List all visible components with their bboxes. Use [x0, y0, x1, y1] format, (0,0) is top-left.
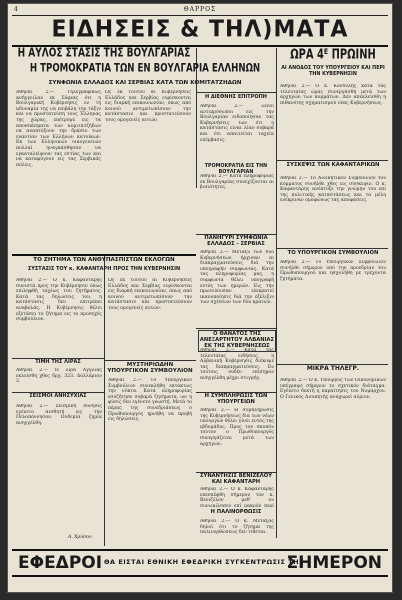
right-body-4: Αθήναι 2.— Ο κ. Υπουργός των Οικονομικών υπέγραψε σήμερον το σχετικόν διάταγμα. Εγένετο δεκτή η παραίτησις του Νομάρχου. Ο Γενικός Διοικητής αναχωρεί αύριον. [280, 378, 386, 400]
middle-body: Αθήναι 2.— Μεταξύ των δύο Κυβερνήσεων ήρχισαν αι διαπραγματεύσεις διά την υπογραφήν συμφωνίας. Κατά τας πληροφορίας μας, η συμφωνία θέλει υπογραφή εντός των ημερών. Εις την πρωτεύουσαν επικρατεί ικανοποίησις διά την εξέλιξιν των σχέσεων των δύο κρατών. [200, 250, 274, 306]
lower-center-title: ΜΥΣΤΗΡΙΩΔΗΝ ΥΠΟΥΡΓΙΚΟΝ ΣΥΜΒΟΥΛΙΟΝ [107, 362, 193, 375]
divider [196, 92, 276, 93]
lead-box-title: Η ΔΙΕΘΝΗΣ ΕΠΙΤΡΟΠΗ [204, 94, 267, 100]
middle-title-4: ΣΥΝΑΝΤΗΣΙΣ ΒΕΝΙΖΕΛΟΥ ΚΑΙ ΚΑΦΑΝΤΑΡΗ [200, 473, 272, 485]
right-subtitle: ΑΙ ΑΝΟΔΟΣ ΤΟΥ ΥΠΟΥΡΓΕΙΟΥ ΚΑΙ ΠΕΡΙ ΤΗΝ ΚΥΒΕΡΝΗΣΙΝ [281, 66, 385, 77]
divider [196, 328, 276, 329]
footer-middle: ΘΑ ΕΙΣΤΑΙ ΕΘΝΙΚΗ ΕΦΕΔΡΙΚΗ ΣΥΓΚΕΝΤΡΩΣΙΣ ΤΗΣ [104, 558, 304, 566]
middle-title-5: Η ΠΑΛΙΝΟΡΘΩΣΙΣ [210, 509, 262, 515]
right-title: ΩΡΑ 4ᴱ ΠΡΩΙΝΗ [290, 46, 376, 63]
right-title-3: ΤΟ ΥΠΟΥΡΓΙΚΟΝ ΣΥΜΒΟΥΛΙΟΝ [287, 250, 379, 256]
lower-left-body-2: Αθήναι 2.— Η λίρα Αγγλίας εκλείσθη χθες δρχ. 323. Δολλάριον 2. [16, 368, 102, 385]
lower-left-body-3: Αθήναι 2.— Σεισμική δόνησις εγένετο αισθητή εις την Πελοπόννησον. Ουδεμία ζημία ανηγγέλθη. [16, 404, 102, 426]
lower-left-title: ΤΟ ΖΗΤΗΜΑ ΤΩΝ ΑΝΘΥΠΑΣΠΙΣΤΩΝ ΕΚΛΟΓΩΝ [33, 257, 175, 263]
newspaper-page [8, 4, 392, 592]
lower-center-body: Αθήναι 2.— Το Υπουργικόν Συμβούλιον συνεκλήθη εκτάκτως την νύκτα. Κατά πληροφορίας εσυζήτησε σοβαρά ζητήματα, ων η φύσις δεν εγένετο γνωστή. Μετά το πέρας της συνεδριάσεως ο Πρωθυπουργός ηρνήθη να προβή εις δηλώσεις. [108, 378, 192, 423]
page-number: 4 [14, 6, 18, 13]
right-body-2: Αθήναι 2.— Το Διοικητικόν Συμβούλιον του κόμματος συνήλθε χθες εις σύσκεψιν. Ο κ. Καφαντάρης ανέπτυξε την γνώμην του επί της πολιτικής καταστάσεως και τα μέλη ενέκριναν ομοφώνως τας αποφάσεις. [280, 176, 386, 204]
right-body-3: Αθήναι 2.— Το Υπουργικόν Συμβούλιον συνήλθε σήμερον υπό την προεδρίαν του Πρωθυπουργού και ησχολήθη με τρέχοντα ζητήματα. [280, 260, 386, 282]
lead-box2-body: Αθήναι 2.— Κατά πληροφορίας εκ Βουλγαρίας συνεχίζονται αι βιαιότητες. [200, 174, 274, 191]
signature: Α. Χρύσου [68, 535, 92, 540]
lower-left-body: Αθήναι 2.— Ο κ. Καφαντάρης συνιστά προς την Κυβέρνησιν όπως επιληφθή ταχέως του ζητήματος. Κατά τας δηλώσεις του, η κατάστασις δεν επιτρέπει αναβολάς. Η Κυβέρνησις θέλει εξετάσει το ζήτημα εις το προσεχές συμβούλιον. [16, 278, 102, 323]
lead-box-body: Αθήναι 2.— Ξένοι αντιπρόσωποι εις την Βουλγαρίαν ειδοποίησαν τας Κυβερνήσεις των ότι η κατάστασις είναι λίαν σοβαρά και ότι απαιτείται ταχεία επέμβασις. [200, 104, 274, 143]
divider [104, 360, 196, 361]
lead-body-b: Ως εκ τούτου αι Κυβερνήσεις Ελλάδος και Σερβίας ευρίσκονται εις διαρκή επικοινωνίαν, όπως από κοινού αντιμετωπίσουν την κατάστασιν και προστατεύσουν τους ομογενείς αυτών. [105, 90, 191, 123]
lead-headline-2: Η ΤΡΟΜΟΚΡΑΤΙΑ ΤΩΝ ΕΝ ΒΟΥΛΓΑΡΙΑ ΕΛΛΗΝΩΝ [29, 61, 261, 75]
middle-title-3: Η ΣΥΜΠΛΗΡΩΣΙΣ ΤΩΝ ΥΠΟΥΡΓΕΙΩΝ [204, 393, 268, 405]
middle-title: ΠΑΝΗΓΥΡΙ ΣΥΜΦΩΝΙΑ ΕΛΛΑΔΟΣ - ΣΕΡΒΙΑΣ [204, 235, 268, 247]
lower-left-title-b: ΣΥΣΤΑΣΙΣ ΤΟΥ κ. ΚΑΦΑΝΤΑΡΗ ΠΡΟΣ ΤΗΝ ΚΥΒΕΡΝΗΣΙΝ [27, 266, 181, 272]
middle-title-2: Ο ΘΑΝΑΤΟΣ ΤΗΣ ΑΝΕΞΑΡΤΗΤΟΥ ΑΛΒΑΝΙΑΣ ΕΚ ΤΗΣ ΚΥΒΕΡΝΗΣΕΩΣ [198, 330, 276, 352]
middle-body-5: Αθήναι 2.— Ο κ. Μεταξάς δηλοί ότι το ζήτημα της παλινορθώσεως δεν τίθεται. [200, 519, 274, 536]
column-separator [104, 256, 105, 546]
footer-right: ΣΗΜΕΡΟΝ [286, 553, 382, 573]
newspaper-name: ΘΑΡΡΟΣ [183, 6, 217, 13]
footer-left: ΕΦΕΔΡΟΙ [18, 553, 103, 573]
right-title-4: ΜΙΚΡΑ ΤΗΛΕΓΡ. [306, 365, 360, 372]
divider [276, 248, 388, 249]
lower-left-continued: Ως εκ τούτου αι Κυβερνήσεις Ελλάδος και Σερβίας ευρίσκονται εις διαρκή επικοινωνίαν, όπως από κοινού αντιμετωπίσουν την κατάστασιν και προστατεύσουν τους ομογενείς αυτών. [108, 278, 192, 311]
lead-subhead: ΣΥΝΦΩΝΙΑ ΕΛΛΑΔΟΣ ΚΑΙ ΣΕΡΒΙΑΣ ΚΑΤΑ ΤΩΝ ΚΟΜΙΤΑΤΖΗΔΩΝ [48, 80, 242, 86]
divider [276, 160, 388, 161]
lead-box2-title: ΤΡΟΜΟΚΡΑΤΙΑ ΕΙΣ ΤΗΝ ΒΟΥΛΓΑΡΙΑΝ [204, 164, 268, 175]
lead-headline-1: Η ΑΥΛΟΣ ΣΤΑΣΙΣ ΤΗΣ ΒΟΥΛΓΑΡΙΑΣ [17, 46, 191, 60]
middle-body-4: Αθήναι 2.— Ο κ. Καφαντάρης επεσκέφθη σήμερον τον κ. Βενιζέλον μεθ' ου συνωμίλησεν επί μακρόν περί [200, 487, 274, 507]
lower-left-title-2: ΤΙΜΗ ΤΗΣ ΛΙΡΑΣ [35, 359, 81, 365]
section-masthead: ΕΙΔΗΣΕΙΣ & ΤΗΛ)ΜΑΤΑ [51, 16, 349, 43]
middle-body-3: Αθήναι 2.— Η συμπλήρωσις της Κυβερνήσεως δια των νέων υπουργών θέλει γίνει εντός της εβδομάδος. Προς τον σκοπόν τούτον ο Πρωθυπουργός συνεργάζεται μετά των αρχηγών. [200, 408, 274, 447]
footer-banner [12, 549, 388, 577]
middle-body-2: Αθήναι 2.— Κατά τας τελευταίας ειδήσεις, η Αλβανική Κυβέρνησις διέκοψε τας διαπραγματεύσεις. Εν τούτοις ουδέν επίσημον ανηγγέλθη μέχρι στιγμής. [200, 348, 274, 381]
right-title-2: ΣΥΣΚΕΨΙΣ ΤΩΝ ΚΑΦΑΝΤΑΡΙΚΩΝ [286, 162, 380, 168]
lower-left-title-3: ΣΕΙΣΜΟΙ ΑΝΗΣΥΧΙΑΣ [29, 393, 87, 399]
right-body: Αθήναι 2.— Ο κ. Κονδύλης κατά τας τελευταίας ώρας συνεργάσθη μετά των αρχηγών των κομμάτων. Δεν απεκλείσθη η πιθανότης σχηματισμού νέας Κυβερνήσεως. [280, 84, 386, 106]
lead-body-a: Αθήναι 2.— Τηλεγραφικώς ανήγγειλαν εκ Σόφιας ότι η Βουλγαρική Κυβέρνησις εν τη αδυναμία της να επιβάλη την τάξιν και να προστατεύση τους Έλληνας της χώρας, επέτρεψε εις τα αποσπάσματα των κομιτατζήδων να αναπτύξουν την δράσιν των εναντίον των Ελλήνων κατοίκων. Εκ των Ελληνικών οικογενειών πολλαί ηναγκάσθησαν να εγκαταλείψουν τας εστίας των και να καταφύγουν εις τας Σερβικάς πόλεις. [16, 90, 101, 168]
column-separator [276, 48, 277, 538]
